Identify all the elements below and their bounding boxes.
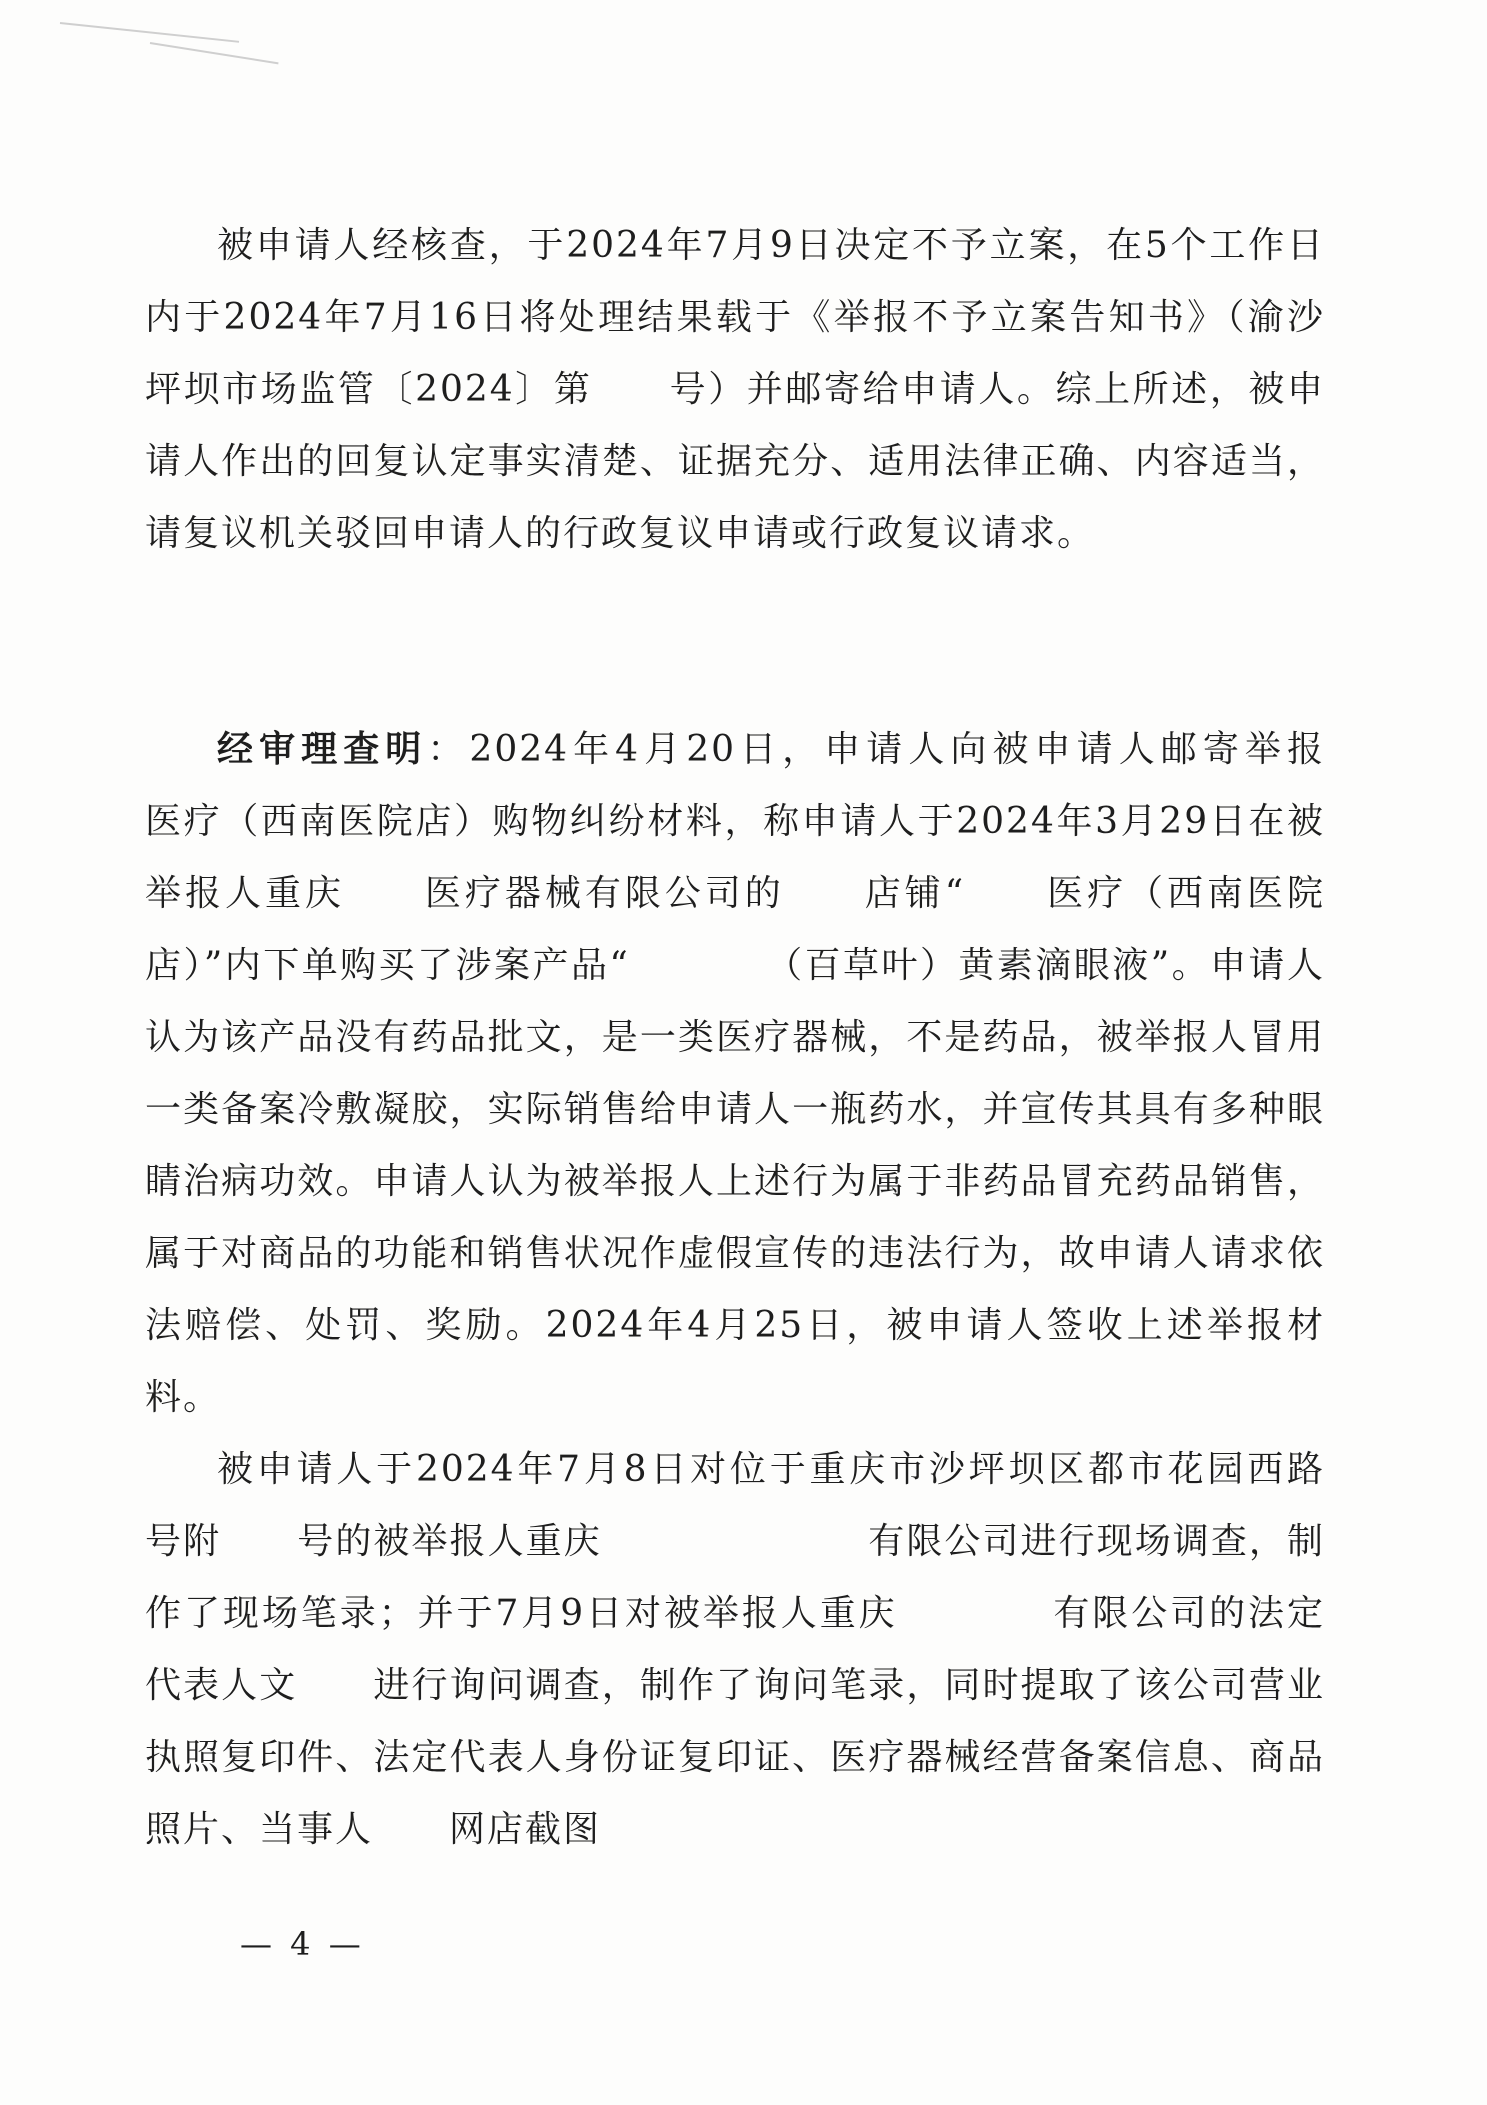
scan-artifact <box>60 22 239 43</box>
paragraph-text: 被申请人于2024年7月8日对位于重庆市沙坪坝区都市花园西路 号附 号的被举报人重庆 有限公司进行现场调查，制作了现场笔录；并于7月9日对被举报人重庆 有限公司的法定代表人文 进行询问调查，制作了询问笔录，同时提取了该公司营业执照复印件、法定代表人身份证复印证、医疗器械经营备案信息、商品照片、当事人 网店截图 <box>145 1449 1402 1850</box>
paragraph-text: 被申请人经核查，于2024年7月9日决定不予立案，在5个工作日内于2024年7月16日将处理结果载于《举报不予立案告知书》（渝沙坪坝市场监管〔2024〕第 号）并邮寄给申请人。综上所述，被申请人作出的回复认定事实清楚、证据充分、适用法律正确、内容适当，请复议机关驳回申请人的行政复议申请或行政复议请求。 <box>145 225 1325 554</box>
paragraph-investigation <box>145 1434 1402 1866</box>
scan-artifact <box>150 42 279 64</box>
paragraph-text: ：2024年4月20日，申请人向被申请人邮寄举报 医疗（西南医院店）购物纠纷材料，称申请人于2024年3月29日在被举报人重庆 医疗器械有限公司的 店铺“ 医疗（西南医院店）”内下单购买了涉案产品“ （百草叶）黄素滴眼液”。申请人认为该产品没有药品批文，是一类医疗器械，不是药品，被举报人冒用一类备案冷敷凝胶，实际销售给申请人一瓶药水，并宣传其具有多种眼睛治病功效。申请人认为被举报人上述行为属于非药品冒充药品销售，属于对商品的功能和销售状况作虚假宣传的违法行为，故申请人请求依法赔偿、处罚、奖励。2024年4月25日，被申请人签收上述举报材料。 <box>145 729 1401 1418</box>
paragraph-respondent-conclusion <box>145 210 1325 570</box>
findings-heading: 经审理查明 <box>217 729 428 770</box>
paragraph-findings <box>145 714 1401 1434</box>
page-number: — 4 — <box>240 1925 365 1963</box>
